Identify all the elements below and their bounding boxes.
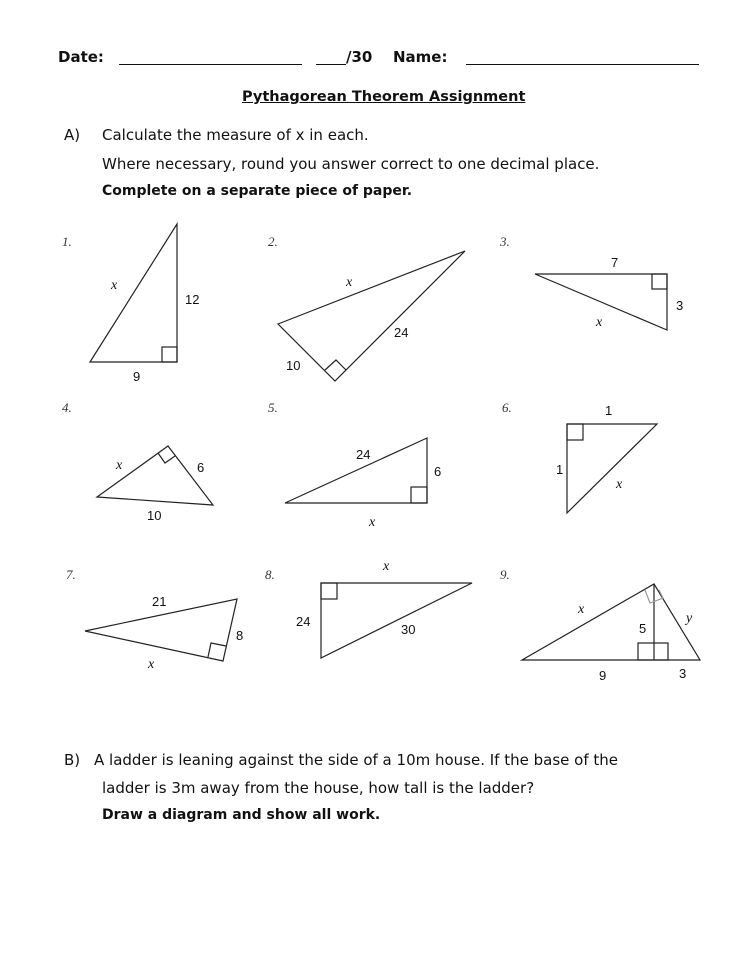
right-angle-mark	[162, 347, 177, 362]
problem-number: 9.	[500, 567, 510, 582]
problem-1	[62, 224, 199, 384]
triangle	[522, 584, 700, 660]
triangle	[97, 446, 213, 505]
side-label: 3	[676, 298, 684, 313]
side-label: 24	[394, 325, 409, 340]
right-angle-mark	[411, 487, 427, 503]
section-a-marker: A)	[64, 126, 81, 144]
side-label: x	[578, 602, 585, 617]
date-label: Date:	[58, 48, 104, 66]
problem-number: 8.	[265, 567, 275, 582]
triangle	[567, 424, 657, 513]
side-label: 10	[147, 508, 162, 523]
side-label: 5	[639, 621, 647, 636]
right-angle-mark	[208, 643, 226, 657]
right-angle-mark	[567, 424, 583, 440]
right-angle-mark	[321, 583, 337, 599]
side-label: x	[116, 458, 123, 473]
triangle	[321, 583, 472, 658]
side-label: 3	[679, 666, 687, 681]
side-label: 7	[611, 255, 619, 270]
problem-number: 2.	[268, 234, 278, 249]
side-label: x	[111, 278, 118, 293]
side-label: 6	[434, 464, 442, 479]
side-label: x	[148, 657, 155, 672]
right-angle-mark	[158, 453, 175, 463]
side-label: x	[369, 515, 376, 530]
side-label: y	[686, 611, 693, 626]
side-label: x	[383, 559, 390, 574]
name-label: Name:	[393, 48, 448, 66]
section-a-instruction: Calculate the measure of x in each.	[102, 126, 369, 144]
side-label: 21	[152, 594, 167, 609]
side-label: 10	[286, 358, 301, 373]
problem-4	[62, 400, 213, 523]
problem-9	[500, 567, 700, 683]
triangle	[278, 251, 465, 381]
section-b-question-cont: ladder is 3m away from the house, how tall is the ladder?	[102, 779, 535, 797]
side-label: 1	[556, 462, 564, 477]
side-label: 9	[599, 668, 607, 683]
right-angle-mark	[638, 643, 668, 660]
page-title: Pythagorean Theorem Assignment	[242, 89, 526, 105]
problem-7	[66, 567, 243, 672]
section-b-instruction: Draw a diagram and show all work.	[102, 807, 381, 823]
section-b-marker: B)	[64, 751, 81, 769]
side-label: 6	[197, 460, 205, 475]
section-a-paper-note: Complete on a separate piece of paper.	[102, 183, 413, 199]
problem-3	[499, 234, 683, 330]
problem-number: 1.	[62, 234, 72, 249]
side-label: 1	[605, 403, 613, 418]
problem-5	[268, 400, 441, 530]
side-label: x	[616, 477, 623, 492]
side-label: 30	[401, 622, 416, 637]
problem-6	[502, 400, 657, 513]
side-label: 24	[296, 614, 311, 629]
side-label: x	[346, 275, 353, 290]
problem-number: 6.	[502, 400, 512, 415]
problem-8	[265, 559, 472, 658]
right-angle-mark	[325, 360, 346, 370]
side-label: x	[596, 315, 603, 330]
score-label: /30	[346, 48, 373, 66]
section-a-rounding-note: Where necessary, round you answer correct to one decimal place.	[102, 155, 600, 173]
problem-number: 7.	[66, 567, 76, 582]
problem-number: 4.	[62, 400, 72, 415]
side-label: 24	[356, 447, 371, 462]
side-label: 8	[236, 628, 244, 643]
problem-2	[268, 234, 465, 381]
side-label: 12	[185, 292, 200, 307]
section-b-question: A ladder is leaning against the side of a 10m house. If the base of the	[94, 751, 618, 769]
problem-number: 5.	[268, 400, 278, 415]
problem-number: 3.	[500, 234, 510, 249]
triangle	[90, 224, 177, 362]
side-label: 9	[133, 369, 141, 384]
right-angle-mark	[652, 274, 667, 289]
